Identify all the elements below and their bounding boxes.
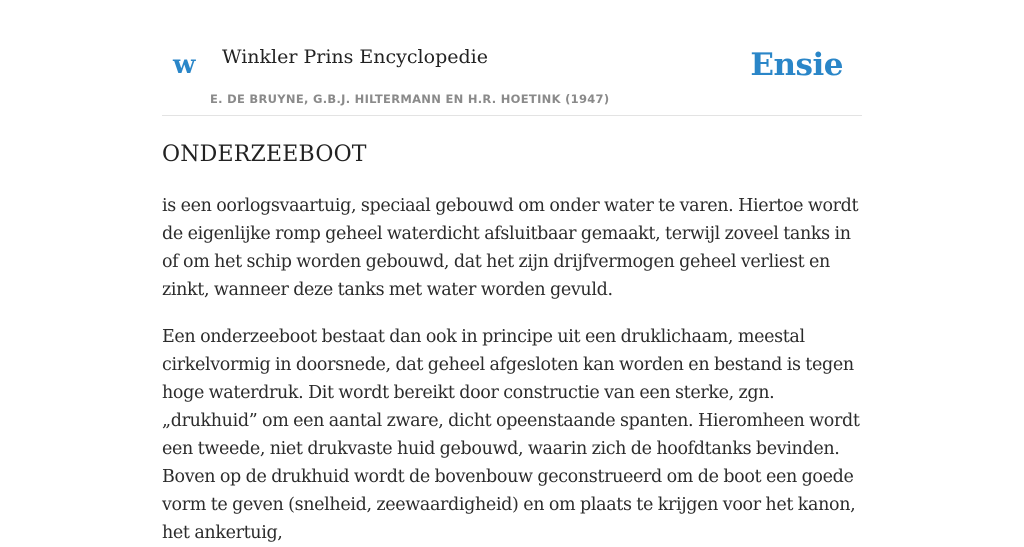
publication-title[interactable]: Winkler Prins Encyclopedie bbox=[222, 46, 488, 68]
page-header bbox=[162, 0, 862, 116]
article-paragraph: Een onderzeeboot bestaat dan ook in principe uit een druklichaam, meestal cirkelvormig in doorsnede, dat geheel afgesloten kan worden en bestand is tegen hoge waterdruk. Dit wordt bereikt door constructie van een sterke, zgn. „drukhuid” om een aantal zware, dicht opeenstaande spanten. Hieromheen wordt een tweede, niet drukvaste huid gebouwd, waarin zich de hoofdtanks bevinden. Boven op de drukhuid wordt de bovenbouw geconstrueerd om de boot een goede vorm te geven (snelheid, zeewaardigheid) en om plaats te krijgen voor het kanon, het ankertuig, bbox=[162, 327, 860, 543]
ensie-logo[interactable]: Ensie bbox=[750, 47, 843, 83]
publication-logo[interactable]: w bbox=[173, 50, 196, 80]
article-paragraph: is een oorlogsvaartuig, speciaal gebouwd om onder water te varen. Hiertoe wordt de eigenlijke romp geheel waterdicht afsluitbaar gemaakt, terwijl zoveel tanks in of om het schip worden gebouwd, dat het zijn drijfvermogen geheel verliest en zinkt, wanneer deze tanks met water worden gevuld. bbox=[162, 196, 859, 300]
article bbox=[162, 140, 862, 547]
article-title: ONDERZEEBOOT bbox=[162, 142, 367, 167]
publication-authors: E. DE BRUYNE, G.B.J. HILTERMANN EN H.R. HOETINK (1947) bbox=[210, 92, 610, 106]
